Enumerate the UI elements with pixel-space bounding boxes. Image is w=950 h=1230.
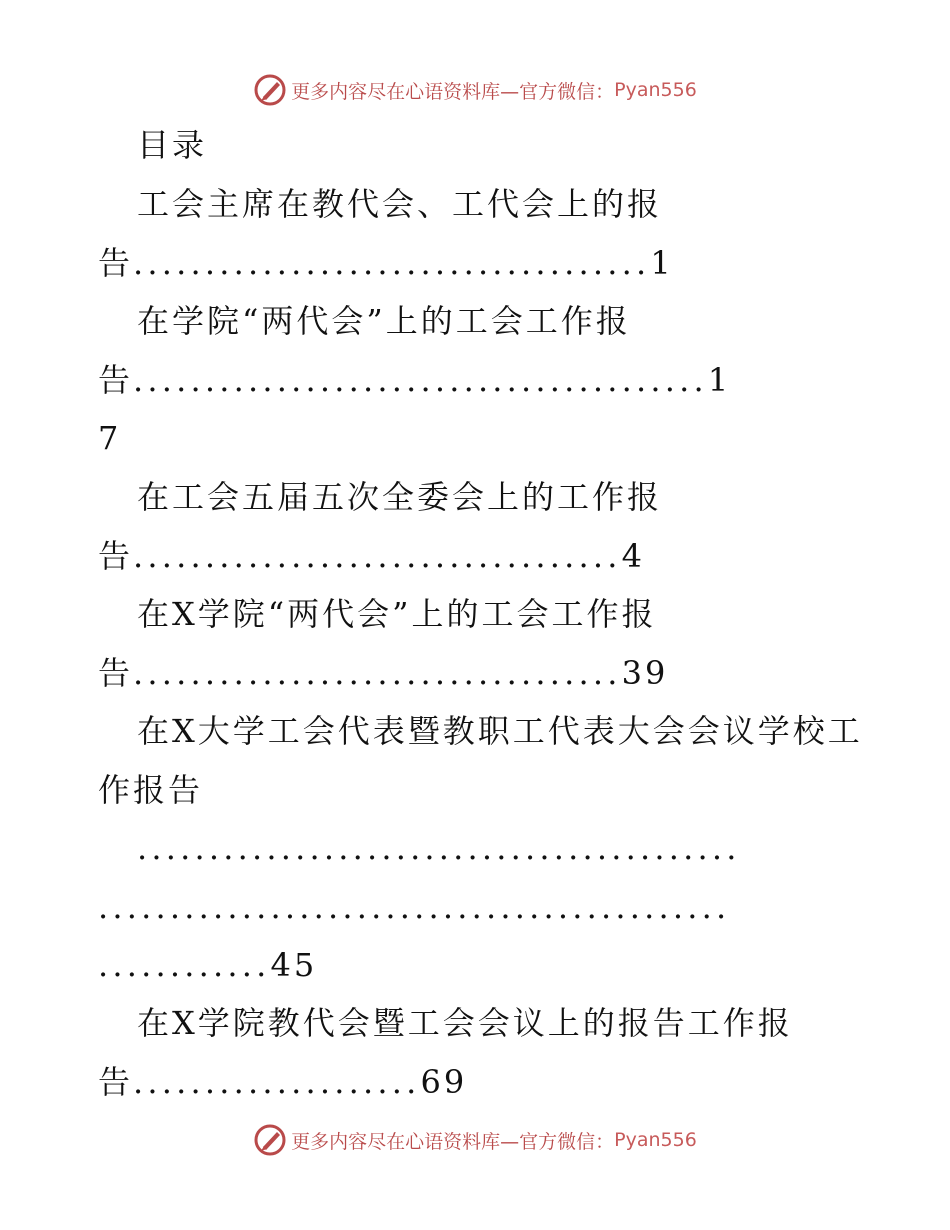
watermark-text: 更多内容尽在心语资料库—官方微信： bbox=[291, 1130, 615, 1153]
toc-entry-lead-char: 告 bbox=[98, 244, 134, 282]
toc-page-number: 45 bbox=[270, 946, 318, 984]
toc-dot-leader: ........................................ bbox=[133, 361, 708, 399]
pen-seal-icon bbox=[253, 1123, 287, 1157]
watermark-text: 更多内容尽在心语资料库—官方微信： bbox=[291, 80, 615, 103]
toc-page-number: 39 bbox=[621, 654, 669, 692]
toc-dot-leader: ............................................ bbox=[98, 888, 731, 926]
toc-dot-leader: .......................................... bbox=[137, 829, 741, 867]
toc-entry-lead-char: 告 bbox=[98, 361, 134, 399]
toc-entry-title[interactable]: 在X大学工会代表暨教职工代表大会会议学校工 bbox=[137, 712, 863, 750]
toc-entry-lead-char: 告 bbox=[98, 654, 134, 692]
toc-entry-title[interactable]: 在X学院教代会暨工会会议上的报告工作报 bbox=[137, 1004, 793, 1042]
watermark-wechat-id: Pyan556 bbox=[614, 79, 697, 101]
toc-entry-title[interactable]: 在学院“两代会”上的工会工作报 bbox=[137, 302, 631, 340]
toc-entry-leader[interactable] bbox=[0, 653, 950, 693]
toc-entry-leader[interactable] bbox=[0, 536, 950, 576]
pen-seal-icon bbox=[253, 73, 287, 107]
toc-dot-leader: .................................. bbox=[133, 654, 622, 692]
toc-page-number: 1 bbox=[707, 361, 732, 399]
watermark-banner-top bbox=[0, 70, 950, 110]
toc-dot-leader: .................................. bbox=[133, 537, 622, 575]
toc-title: 目录 bbox=[137, 126, 208, 164]
toc-dot-leader: .................................... bbox=[133, 244, 651, 282]
toc-entry-title[interactable]: 在X学院“两代会”上的工会工作报 bbox=[137, 595, 657, 633]
toc-page-number: 1 bbox=[650, 244, 674, 282]
toc-dot-leader: ............ bbox=[98, 946, 271, 984]
toc-entry-title-continued[interactable]: 作报告 bbox=[98, 771, 204, 809]
toc-entry-title[interactable]: 在工会五届五次全委会上的工作报 bbox=[137, 478, 663, 516]
watermark-wechat-id: Pyan556 bbox=[614, 1129, 697, 1151]
toc-entry-title[interactable]: 工会主席在教代会、工代会上的报 bbox=[137, 185, 663, 223]
toc-entry-leader[interactable] bbox=[0, 360, 950, 400]
toc-entry-leader[interactable] bbox=[0, 243, 950, 283]
toc-entry-leader[interactable] bbox=[0, 1062, 950, 1102]
toc-page-number: 69 bbox=[420, 1063, 468, 1101]
toc-page-number-continued: 7 bbox=[98, 419, 122, 457]
watermark-banner-bottom bbox=[0, 1120, 950, 1160]
toc-entry-leader[interactable] bbox=[0, 945, 950, 985]
toc-entry-lead-char: 告 bbox=[98, 1063, 134, 1101]
toc-entry-lead-char: 告 bbox=[98, 537, 134, 575]
toc-dot-leader: .................... bbox=[133, 1063, 421, 1101]
toc-page-number: 4 bbox=[621, 537, 646, 575]
